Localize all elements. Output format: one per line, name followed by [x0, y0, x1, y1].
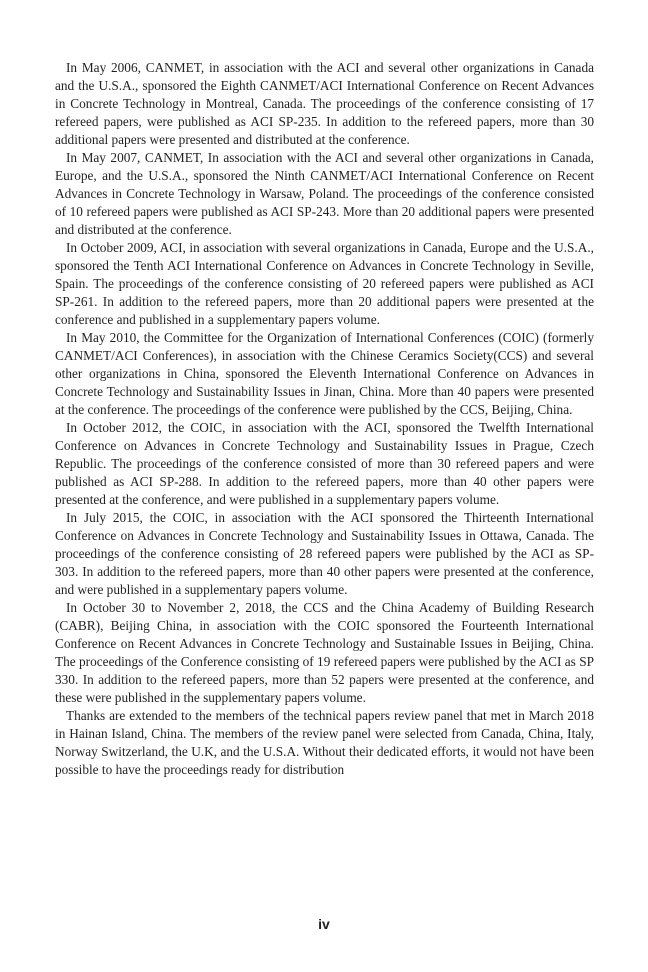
paragraph-ninth-conference: In May 2007, CANMET, In association with the ACI and several other organizations in Canada, Europe, and the U.S.A., sponsored the Ninth CANMET/ACI International Conference on Recent Advances in Concrete Technology in Warsaw, Poland. The proceedings of the conference consisted of 10 refereed papers were published as ACI SP-243. More than 20 additional papers were presented and distributed at the conference. [55, 150, 594, 237]
page-number: iv [318, 916, 330, 932]
body-text [55, 59, 594, 779]
paragraph-tenth-conference: In October 2009, ACI, in association with several organizations in Canada, Europe and the U.S.A., sponsored the Tenth ACI International Conference on Advances in Concrete Technology in Seville, Spain. The proceedings of the conference consisting of 20 refereed papers were published as ACI SP-261. In addition to the refereed papers, more than 20 additional papers were presented at the conference and published in a supplementary papers volume. [55, 240, 594, 327]
paragraph-eighth-conference: In May 2006, CANMET, in association with the ACI and several other organizations in Canada and the U.S.A., sponsored the Eighth CANMET/ACI International Conference on Recent Advances in Concrete Technology in Montreal, Canada. The proceedings of the conference consisting of 17 refereed papers, were published as ACI SP-235. In addition to the refereed papers, more than 30 additional papers were presented and distributed at the conference. [55, 60, 594, 147]
paragraph-eleventh-conference: In May 2010, the Committee for the Organization of International Conferences (COIC) (formerly CANMET/ACI Conferences), in association with the Chinese Ceramics Society(CCS) and several other organizations in China, sponsored the Eleventh International Conference on Advances in Concrete Technology and Sustainability Issues in Jinan, China. More than 40 papers were presented at the conference. The proceedings of the conference were published by the CCS, Beijing, China. [55, 330, 594, 417]
paragraph-twelfth-conference: In October 2012, the COIC, in association with the ACI, sponsored the Twelfth International Conference on Advances in Concrete Technology and Sustainability Issues in Prague, Czech Republic. The proceedings of the conference consisted of more than 30 refereed papers and were published as ACI SP-288. In addition to the refereed papers, more than 40 other papers were presented at the conference, and were published in a supplementary papers volume. [55, 420, 594, 507]
paragraph-fourteenth-conference: In October 30 to November 2, 2018, the CCS and the China Academy of Building Research (CABR), Beijing China, in association with the COIC sponsored the Fourteenth International Conference on Recent Advances in Concrete Technology and Sustainable Issues in Beijing, China. The proceedings of the Conference consisting of 19 refereed papers were published by the ACI as SP 330. In addition to the refereed papers, more than 52 papers were presented at the conference, and these were published in the supplementary papers volume. [55, 600, 594, 705]
paragraph-thirteenth-conference: In July 2015, the COIC, in association with the ACI sponsored the Thirteenth International Conference on Advances in Concrete Technology and Sustainability Issues in Ottawa, Canada. The proceedings of the conference consisting of 28 refereed papers were published by the ACI as SP-303. In addition to the refereed papers, more than 40 other papers were presented at the conference, and were published in a supplementary papers volume. [55, 510, 594, 597]
paragraph-acknowledgements: Thanks are extended to the members of the technical papers review panel that met in March 2018 in Hainan Island, China. The members of the review panel were selected from Canada, China, Italy, Norway Switzerland, the U.K, and the U.S.A. Without their dedicated efforts, it would not have been possible to have the proceedings ready for distribution [55, 708, 594, 777]
